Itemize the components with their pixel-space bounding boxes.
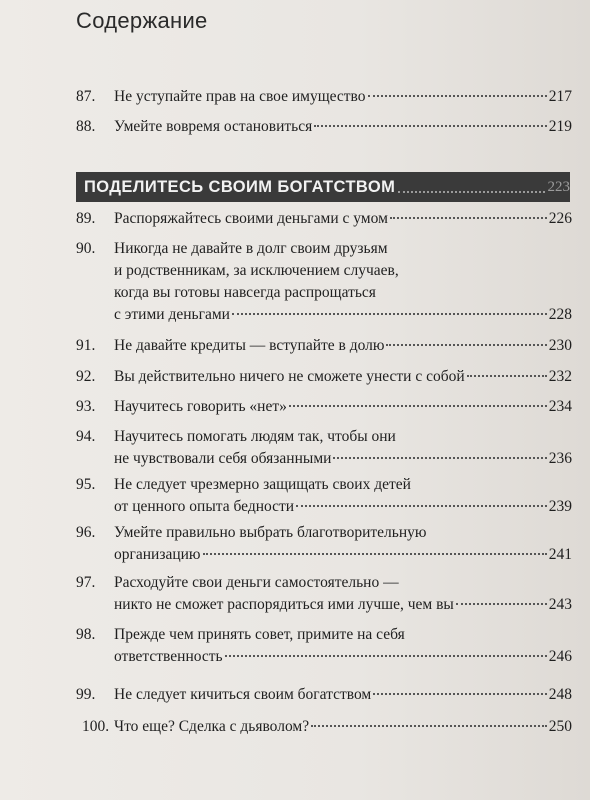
toc-entry-line: Никогда не давайте в долг своим друзьям xyxy=(114,240,388,257)
toc-entry-last-line xyxy=(114,116,572,138)
running-head-title: Содержание xyxy=(76,8,208,33)
toc-entry-last-line xyxy=(114,366,572,388)
toc-entry-line: никто не сможет распорядиться ими лучше, чем вы xyxy=(114,596,454,613)
toc-entry-number: 91. xyxy=(76,337,96,354)
toc-page-number: 228 xyxy=(548,306,572,323)
toc-entry-line: когда вы готовы навсегда распрощаться xyxy=(114,284,376,301)
toc-page-number: 241 xyxy=(548,546,572,563)
toc-entry-line: Расходуйте свои деньги самостоятельно — xyxy=(114,574,399,591)
toc-entry-number: 100. xyxy=(82,718,110,735)
toc-page-number: 219 xyxy=(548,118,572,135)
leader-dots xyxy=(333,456,546,459)
toc-entry-text xyxy=(114,572,572,616)
toc-page-number: 248 xyxy=(548,686,572,703)
section-title: ПОДЕЛИТЕСЬ СВОИМ БОГАТСТВОМ xyxy=(84,177,396,196)
toc-entry-last-line xyxy=(114,396,572,418)
toc-page-number: 246 xyxy=(548,648,572,665)
toc-entry-number: 97. xyxy=(76,574,96,591)
leader-dots xyxy=(225,654,547,657)
toc-entry-number: 99. xyxy=(76,686,96,703)
toc-entry-last-line xyxy=(114,496,572,518)
toc-entry-text xyxy=(114,474,572,518)
toc-entry-number: 87. xyxy=(76,88,96,105)
leader-dots xyxy=(314,124,547,127)
toc-entry-line: Научитесь помогать людям так, чтобы они xyxy=(114,428,396,445)
toc-entry-last-line xyxy=(114,646,572,668)
toc-page-number: 230 xyxy=(548,337,572,354)
toc-entry-text xyxy=(114,208,572,230)
leader-dots xyxy=(373,692,547,695)
toc-entry-number: 88. xyxy=(76,118,96,135)
leader-dots xyxy=(467,374,547,377)
section-leader-dots xyxy=(398,190,544,193)
toc-entry-text xyxy=(114,522,572,566)
toc-entry-line: Не следует кичиться своим богатством xyxy=(114,686,372,703)
section-page-number: 223 xyxy=(547,178,570,195)
toc-entry-line: Умейте вовремя остановиться xyxy=(114,118,313,135)
toc-entry-last-line xyxy=(114,544,572,566)
toc-page-number: 226 xyxy=(548,210,572,227)
leader-dots xyxy=(203,552,547,555)
toc-entry-number: 92. xyxy=(76,368,96,385)
toc-page-number: 239 xyxy=(548,498,572,515)
toc-entry-last-line xyxy=(114,335,572,357)
toc-entry-line: и родственникам, за исключением случаев, xyxy=(114,262,399,279)
leader-dots xyxy=(368,94,547,97)
toc-entry-text xyxy=(114,624,572,668)
toc-entry-line: от ценного опыта бедности xyxy=(114,498,295,515)
toc-entry-text xyxy=(114,684,572,706)
toc-entry-last-line xyxy=(114,304,572,326)
toc-entry-text xyxy=(114,426,572,470)
leader-dots xyxy=(390,216,547,219)
leader-dots xyxy=(296,504,547,507)
toc-entry-number: 98. xyxy=(76,626,96,643)
toc-entry-line: Что еще? Сделка с дьяволом? xyxy=(114,718,310,735)
toc-page-number: 217 xyxy=(548,88,572,105)
toc-entry-line: с этими деньгами xyxy=(114,306,230,323)
toc-entry-last-line xyxy=(114,716,572,738)
toc-page-number: 232 xyxy=(548,368,572,385)
toc-entry-last-line xyxy=(114,684,572,706)
toc-page-number: 234 xyxy=(548,398,572,415)
leader-dots xyxy=(289,404,547,407)
toc-entry-number: 89. xyxy=(76,210,96,227)
toc-entry-number: 94. xyxy=(76,428,96,445)
toc-page-number: 236 xyxy=(548,450,572,467)
toc-entry-text xyxy=(114,716,572,738)
toc-page-number: 243 xyxy=(548,596,572,613)
toc-entry-number: 90. xyxy=(76,240,96,257)
toc-entry-last-line xyxy=(114,86,572,108)
leader-dots xyxy=(232,312,547,315)
toc-entry-line: Прежде чем принять совет, примите на себя xyxy=(114,626,405,643)
toc-entry-line: Не уступайте прав на свое имущество xyxy=(114,88,366,105)
section-heading xyxy=(76,172,570,202)
toc-page-number: 250 xyxy=(548,718,572,735)
toc-entry-line: Умейте правильно выбрать благотворительную xyxy=(114,524,427,541)
leader-dots xyxy=(311,724,547,727)
leader-dots xyxy=(386,343,546,346)
toc-entry-text xyxy=(114,116,572,138)
toc-entry-line: Распоряжайтесь своими деньгами с умом xyxy=(114,210,388,227)
toc-entry-line: организацию xyxy=(114,546,201,563)
toc-entry-text xyxy=(114,335,572,357)
toc-entry-line: Не давайте кредиты — вступайте в долю xyxy=(114,337,385,354)
toc-entry-line: Научитесь говорить «нет» xyxy=(114,398,287,415)
toc-entry-text xyxy=(114,396,572,418)
toc-entry-line: ответственность xyxy=(114,648,223,665)
toc-entry-line: не чувствовали себя обязанными xyxy=(114,450,332,467)
toc-entry-number: 95. xyxy=(76,476,96,493)
toc-entry-last-line xyxy=(114,448,572,470)
toc-entry-last-line xyxy=(114,594,572,616)
toc-entry-text xyxy=(114,86,572,108)
toc-entry-text xyxy=(114,238,572,326)
leader-dots xyxy=(456,602,547,605)
toc-entry-number: 96. xyxy=(76,524,96,541)
toc-entry-text xyxy=(114,366,572,388)
toc-entry-last-line xyxy=(114,208,572,230)
toc-entry-line: Не следует чрезмерно защищать своих детей xyxy=(114,476,411,493)
toc-entry-line: Вы действительно ничего не сможете унести с собой xyxy=(114,368,465,385)
toc-entry-number: 93. xyxy=(76,398,96,415)
